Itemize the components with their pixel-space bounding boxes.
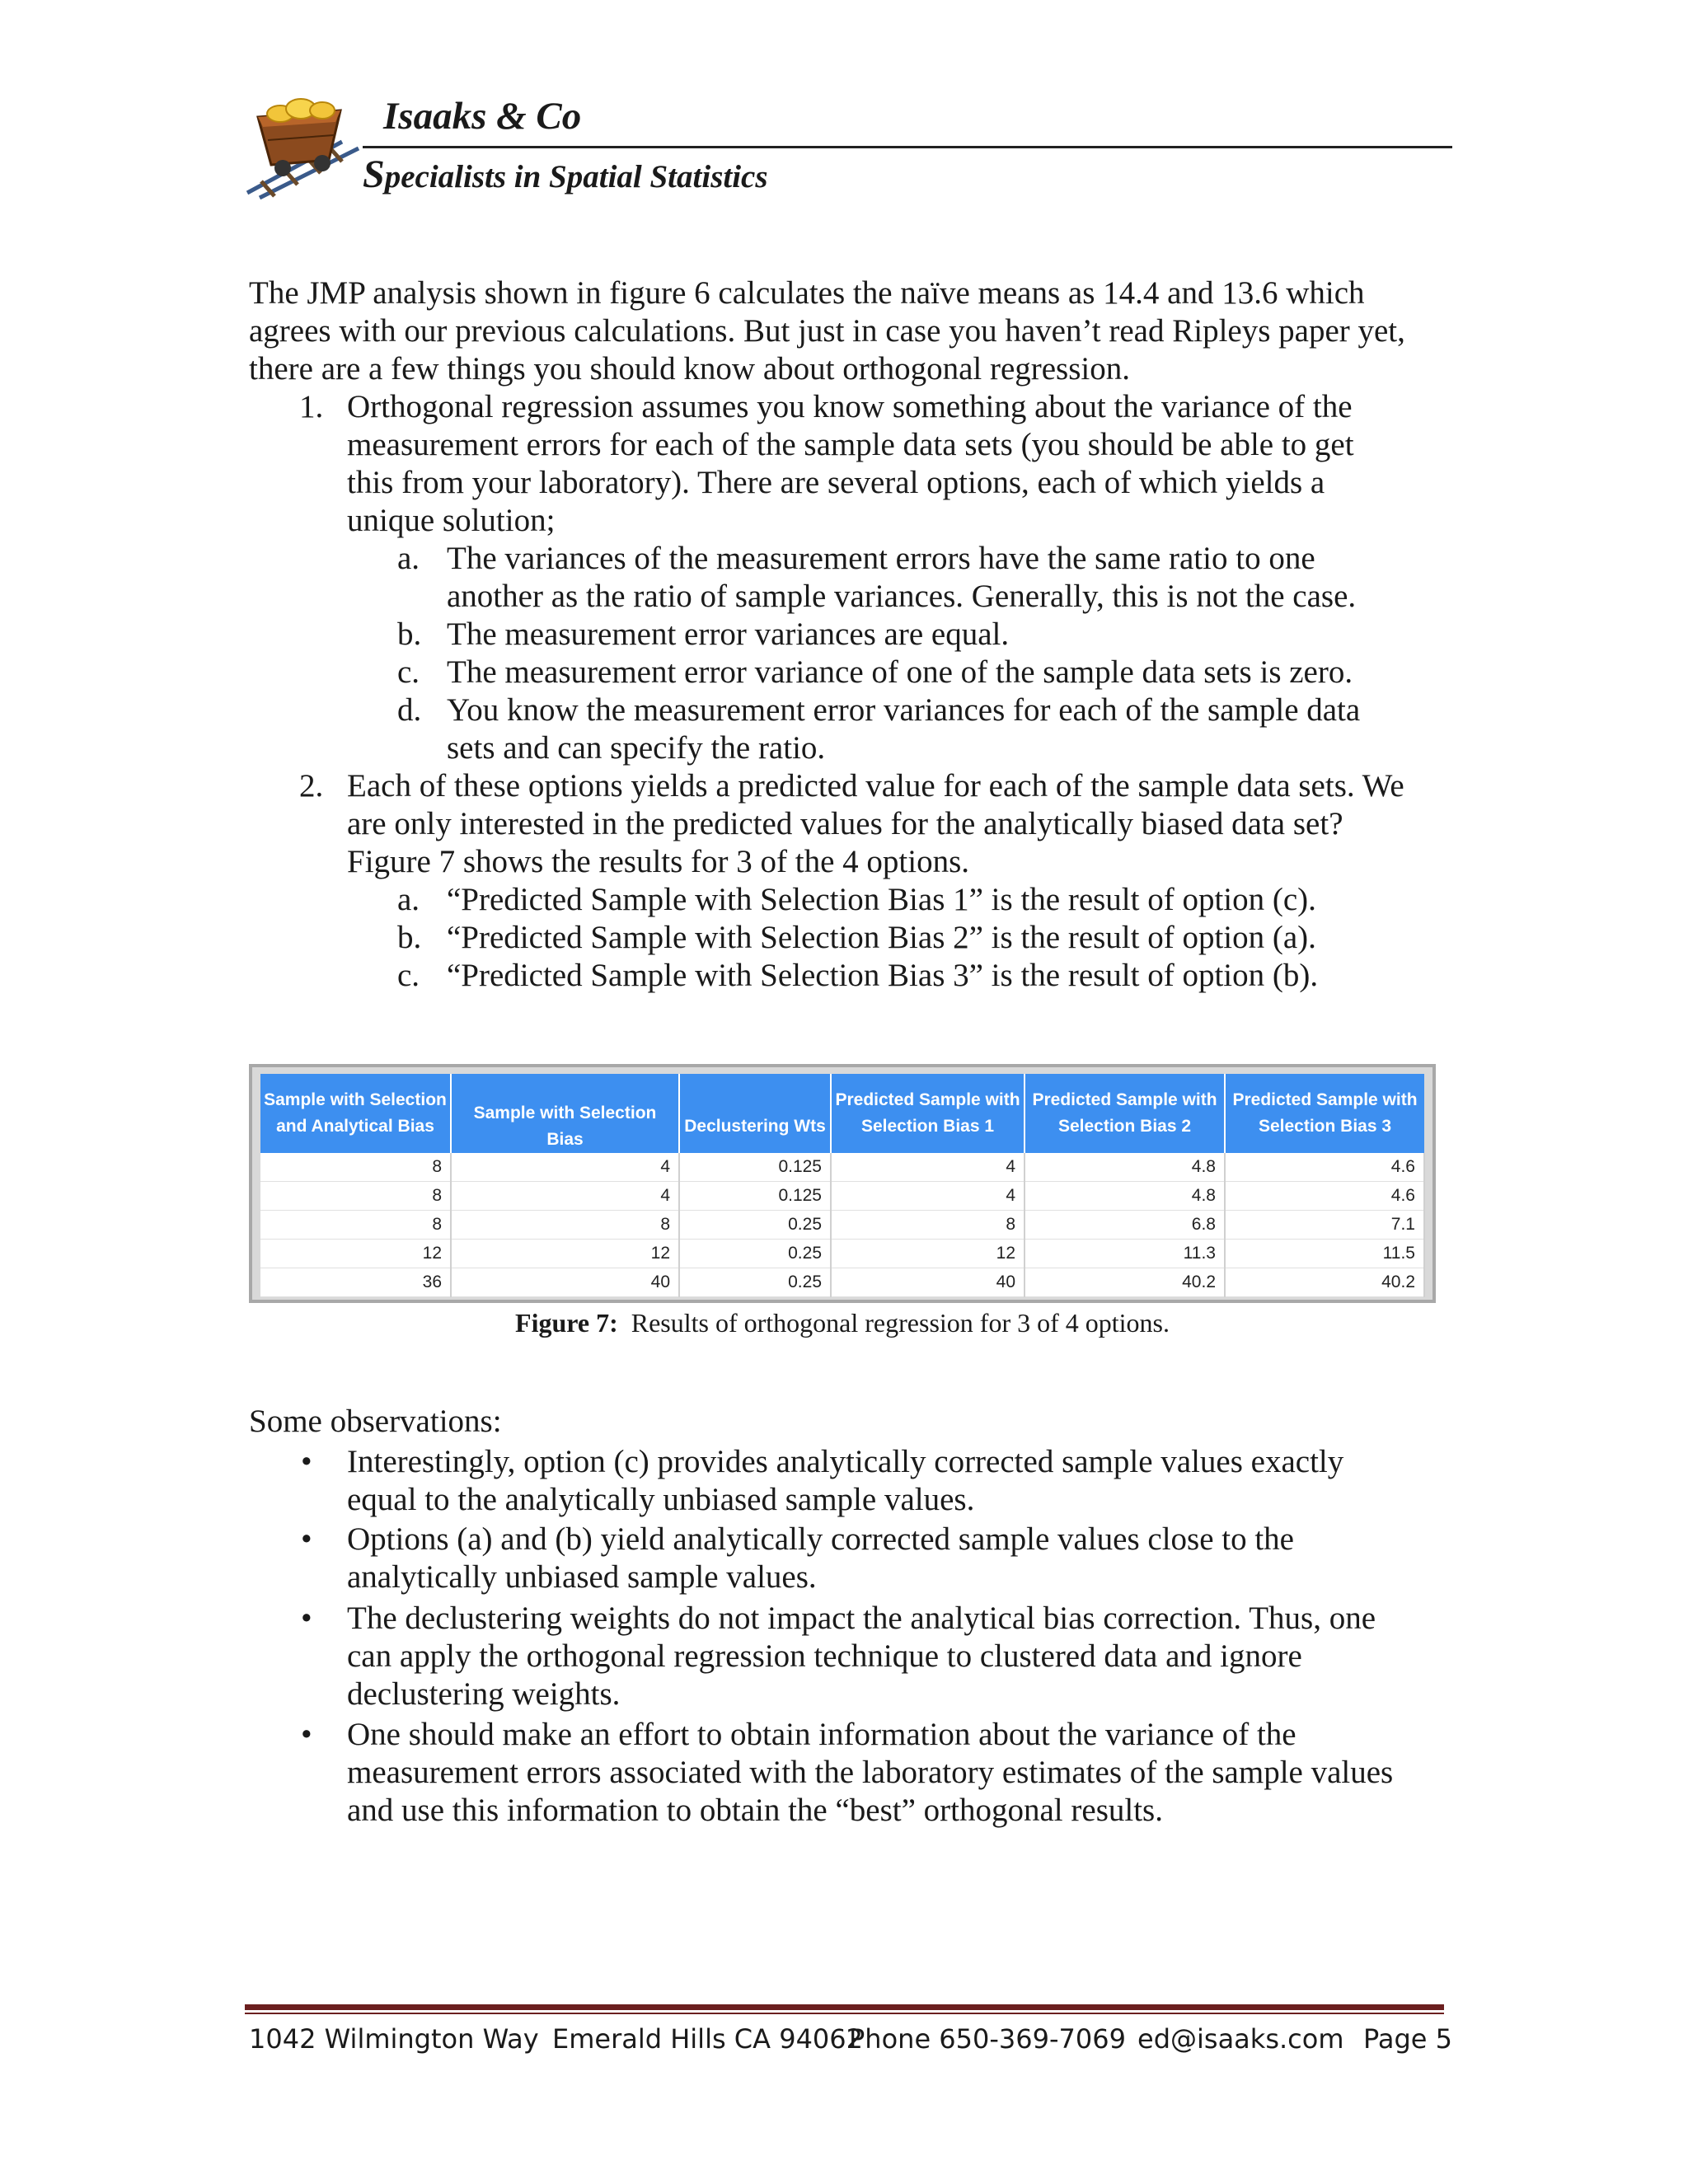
list-item	[347, 767, 1460, 881]
table-cell: 0.125	[679, 1153, 831, 1182]
column-header-line: Sample with Selection Bias	[473, 1104, 657, 1149]
sublist-item	[447, 691, 1461, 767]
company-name: Isaaks & Co	[383, 95, 582, 138]
table-cell: 8	[831, 1211, 1025, 1240]
sublist-letter: b.	[397, 616, 422, 652]
intro-line: agrees with our previous calculations. But just in case you haven’t read Ripleys paper yet,	[249, 313, 1405, 349]
bullet-icon: •	[301, 1521, 312, 1557]
column-header-line	[683, 1087, 827, 1113]
results-table	[260, 1074, 1425, 1297]
results-table-figure	[249, 1064, 1436, 1303]
list-number: 2.	[299, 768, 324, 804]
column-header-line: Selection Bias 1	[860, 1117, 995, 1136]
bullet-item-line: measurement errors associated with the laboratory estimates of the sample values	[347, 1755, 1394, 1790]
table-cell: 0.125	[679, 1182, 831, 1211]
sublist-item-line: You know the measurement error variances for each of the sample data	[447, 692, 1361, 728]
figure-caption	[249, 1306, 1436, 1339]
table-cell: 7.1	[1225, 1211, 1424, 1240]
bullet-item-line: declustering weights.	[347, 1676, 621, 1712]
sublist-letter: d.	[397, 692, 422, 728]
table-cell: 40.2	[1025, 1268, 1225, 1297]
column-header[interactable]	[831, 1074, 1025, 1153]
sublist-item	[447, 654, 1461, 691]
bullet-icon: •	[301, 1444, 312, 1479]
table-cell: 40.2	[1225, 1268, 1424, 1297]
sublist-item-line: “Predicted Sample with Selection Bias 2” is the result of option (a).	[447, 920, 1316, 955]
list-item-line: this from your laboratory). There are several options, each of which yields a	[347, 465, 1325, 500]
table-cell: 0.25	[679, 1240, 831, 1268]
sublist-letter: c.	[397, 654, 420, 690]
column-header[interactable]	[679, 1074, 831, 1153]
bullet-item	[347, 1600, 1460, 1713]
sublist-item	[447, 919, 1461, 957]
column-header[interactable]	[1225, 1074, 1424, 1153]
table-cell: 6.8	[1025, 1211, 1225, 1240]
table-cell: 4.8	[1025, 1153, 1225, 1182]
intro-line: there are a few things you should know about orthogonal regression.	[249, 351, 1130, 387]
header-divider	[363, 146, 1452, 148]
bullet-item-line: analytically unbiased sample values.	[347, 1559, 817, 1595]
tagline-text: pecialists in Spatial Statistics	[384, 159, 768, 194]
bullet-item	[347, 1716, 1460, 1830]
table-cell: 4	[451, 1153, 679, 1182]
table-cell: 12	[831, 1240, 1025, 1268]
table-row	[260, 1240, 1424, 1268]
bullet-item	[347, 1443, 1460, 1519]
table-cell: 40	[451, 1268, 679, 1297]
table-header-row	[260, 1074, 1424, 1153]
footer-email[interactable]: ed@isaaks.com	[1137, 2023, 1344, 2055]
column-header-line: Selection Bias 2	[1057, 1117, 1192, 1136]
table-cell: 4.6	[1225, 1153, 1424, 1182]
sublist-item-line: “Predicted Sample with Selection Bias 3” is the result of option (b).	[447, 958, 1319, 993]
sublist-item-line: The variances of the measurement errors have the same ratio to one	[447, 541, 1315, 576]
list-item-line: unique solution;	[347, 503, 556, 538]
column-header-line: Sample with Selection	[264, 1090, 447, 1109]
bullet-item-line: and use this information to obtain the “best” orthogonal results.	[347, 1793, 1163, 1828]
table-row	[260, 1211, 1424, 1240]
table-row	[260, 1153, 1424, 1182]
company-tagline	[363, 152, 768, 196]
bullet-item-line: One should make an effort to obtain information about the variance of the	[347, 1717, 1296, 1752]
bullet-item-line: Interestingly, option (c) provides analytically corrected sample values exactly	[347, 1444, 1344, 1479]
bullet-item-line: The declustering weights do not impact the analytical bias correction. Thus, one	[347, 1601, 1376, 1636]
figure-caption-text: Results of orthogonal regression for 3 of 4 options.	[631, 1308, 1170, 1338]
page-footer	[249, 2021, 1452, 2057]
gold-mine-cart-icon	[243, 92, 367, 199]
figure-label: Figure 7:	[515, 1308, 618, 1338]
list-item-line: Each of these options yields a predicted value for each of the sample data sets. We	[347, 768, 1404, 804]
bullet-item	[347, 1521, 1460, 1596]
sublist-letter: c.	[397, 958, 420, 993]
column-header-line	[455, 1074, 675, 1100]
list-item-line: Figure 7 shows the results for 3 of the 4 options.	[347, 844, 970, 879]
list-item	[347, 388, 1460, 540]
list-item-line: measurement errors for each of the sample data sets (you should be able to get	[347, 427, 1354, 462]
bullet-icon: •	[301, 1717, 312, 1752]
table-cell: 4	[451, 1182, 679, 1211]
bullet-item-line: Options (a) and (b) yield analytically corrected sample values close to the	[347, 1521, 1294, 1557]
footer-page-number: Page 5	[1363, 2023, 1452, 2055]
column-header[interactable]	[1025, 1074, 1225, 1153]
table-cell: 11.3	[1025, 1240, 1225, 1268]
list-item-line: Orthogonal regression assumes you know something about the variance of the	[347, 389, 1353, 424]
bullet-item-line: can apply the orthogonal regression technique to clustered data and ignore	[347, 1638, 1302, 1674]
list-item-line: are only interested in the predicted values for the analytically biased data set?	[347, 806, 1343, 841]
list-number: 1.	[299, 389, 324, 424]
table-row	[260, 1268, 1424, 1297]
table-cell: 8	[260, 1211, 451, 1240]
bullet-icon: •	[301, 1601, 312, 1636]
column-header-line: Predicted Sample with	[1232, 1090, 1418, 1109]
sublist-letter: a.	[397, 541, 420, 576]
intro-paragraph	[249, 274, 1461, 388]
column-header-line: and Analytical Bias	[276, 1117, 434, 1136]
sublist-item-line: “Predicted Sample with Selection Bias 1” is the result of option (c).	[447, 882, 1316, 917]
column-header-line: Predicted Sample with	[1032, 1090, 1217, 1109]
table-cell: 36	[260, 1268, 451, 1297]
sublist-item-line: another as the ratio of sample variances. Generally, this is not the case.	[447, 579, 1357, 614]
sublist-letter: a.	[397, 882, 420, 917]
table-cell: 11.5	[1225, 1240, 1424, 1268]
table-cell: 4	[831, 1153, 1025, 1182]
footer-divider	[245, 2004, 1444, 2010]
sublist-item	[447, 616, 1461, 654]
table-cell: 4.8	[1025, 1182, 1225, 1211]
sublist-item	[447, 540, 1461, 616]
column-header-line: Selection Bias 3	[1258, 1117, 1392, 1136]
column-header[interactable]	[260, 1074, 451, 1153]
footer-divider-thin	[245, 2013, 1444, 2014]
column-header-line: Declustering Wts	[684, 1117, 826, 1136]
sublist-item-line: The measurement error variance of one of the sample data sets is zero.	[447, 654, 1353, 690]
intro-line: The JMP analysis shown in figure 6 calculates the naïve means as 14.4 and 13.6 which	[249, 275, 1365, 311]
column-header-line: Predicted Sample with	[835, 1090, 1020, 1109]
footer-address: 1042 Wilmington Way	[249, 2023, 539, 2055]
sublist-item-line: The measurement error variances are equal.	[447, 616, 1010, 652]
tagline-initial: S	[363, 152, 385, 196]
sublist-item-line: sets and can specify the ratio.	[447, 730, 826, 766]
sublist-letter: b.	[397, 920, 422, 955]
table-cell: 4.6	[1225, 1182, 1424, 1211]
table-cell: 12	[260, 1240, 451, 1268]
observations-heading: Some observations:	[249, 1404, 502, 1439]
table-cell: 12	[451, 1240, 679, 1268]
column-header[interactable]	[451, 1074, 679, 1153]
sublist-item	[447, 881, 1461, 919]
footer-city: Emerald Hills CA 94062	[552, 2023, 863, 2055]
table-row	[260, 1182, 1424, 1211]
sublist-item	[447, 957, 1461, 995]
table-cell: 8	[260, 1153, 451, 1182]
footer-phone: Phone 650-369-7069	[849, 2023, 1126, 2055]
bullet-item-line: equal to the analytically unbiased sample values.	[347, 1482, 975, 1517]
table-cell: 40	[831, 1268, 1025, 1297]
table-cell: 8	[260, 1182, 451, 1211]
table-cell: 4	[831, 1182, 1025, 1211]
table-cell: 8	[451, 1211, 679, 1240]
table-cell: 0.25	[679, 1211, 831, 1240]
table-cell: 0.25	[679, 1268, 831, 1297]
